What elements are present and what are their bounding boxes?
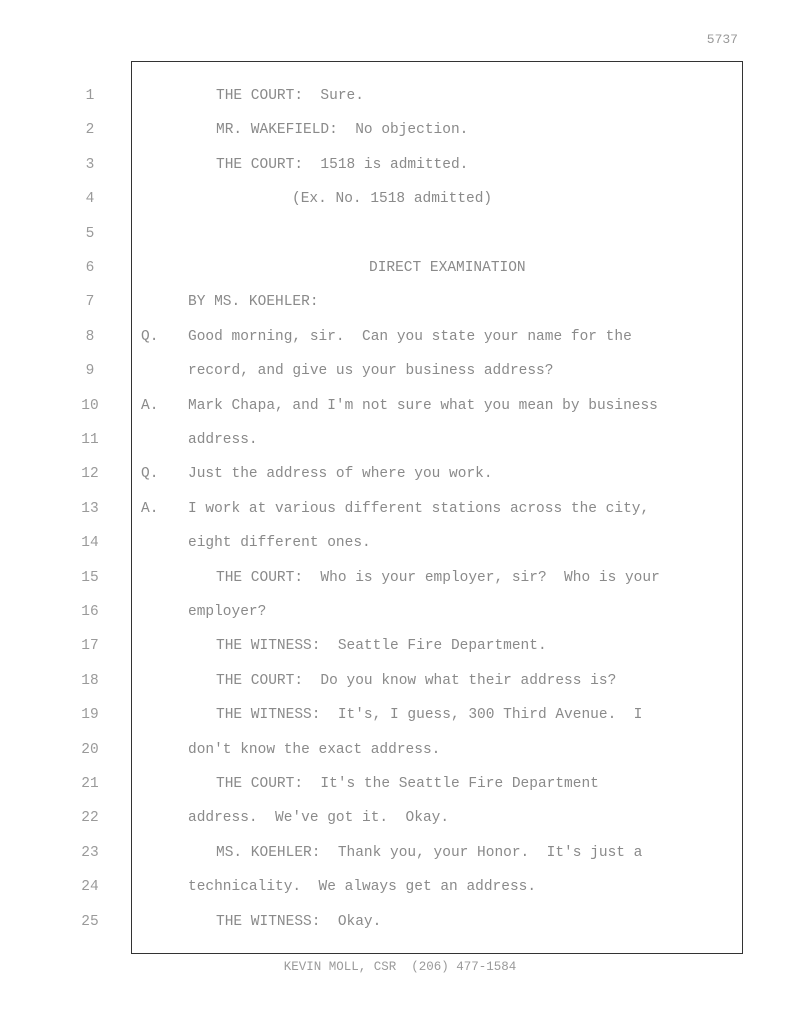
- transcript-line: record, and give us your business address?: [188, 363, 554, 380]
- transcript-line: THE WITNESS: Okay.: [216, 913, 382, 930]
- line-number: 2: [85, 122, 95, 139]
- transcript-line: address. We've got it. Okay.: [188, 810, 450, 827]
- transcript-line: THE WITNESS: It's, I guess, 300 Third Avenue. I: [216, 707, 643, 724]
- line-number: 19: [81, 707, 99, 724]
- transcript-line: THE COURT: Sure.: [216, 88, 364, 104]
- line-number: 5: [85, 225, 95, 242]
- line-number: 24: [81, 879, 99, 896]
- line-number: 4: [85, 191, 95, 208]
- line-number: 1: [85, 88, 95, 104]
- line-number: 16: [81, 604, 99, 620]
- transcript-line: Good morning, sir. Can you state your name for the: [188, 328, 632, 345]
- transcript-line: THE COURT: It's the Seattle Fire Department: [216, 776, 599, 792]
- qa-marker: A.: [141, 500, 159, 517]
- transcript-line: MS. KOEHLER: Thank you, your Honor. It's just a: [216, 844, 643, 861]
- transcript-line: BY MS. KOEHLER:: [188, 294, 319, 311]
- line-number: 6: [85, 260, 95, 276]
- line-number: 14: [81, 535, 99, 552]
- transcript-line: THE COURT: Who is your employer, sir? Who is your: [216, 569, 660, 586]
- line-number: 17: [81, 638, 99, 655]
- page-number: 5737: [706, 32, 738, 47]
- line-number: 9: [85, 363, 95, 380]
- line-number: 13: [81, 500, 99, 517]
- line-number: 10: [81, 397, 99, 414]
- transcript-line: THE WITNESS: Seattle Fire Department.: [216, 638, 547, 655]
- qa-marker: A.: [141, 397, 159, 414]
- line-number: 7: [85, 294, 95, 311]
- transcript-line: I work at various different stations across the city,: [188, 500, 650, 517]
- transcript-line: don't know the exact address.: [188, 741, 441, 758]
- qa-marker: Q.: [141, 328, 159, 345]
- qa-marker: Q.: [141, 466, 159, 483]
- line-number: 22: [81, 810, 99, 827]
- line-number: 25: [81, 913, 99, 930]
- transcript-line: MR. WAKEFIELD: No objection.: [216, 122, 469, 139]
- line-number: 18: [81, 672, 99, 689]
- transcript-line: technicality. We always get an address.: [188, 879, 537, 896]
- transcript-line: eight different ones.: [188, 535, 371, 552]
- transcript-line: employer?: [188, 604, 267, 620]
- line-number: 15: [81, 569, 99, 586]
- transcript-line: DIRECT EXAMINATION: [369, 260, 526, 276]
- line-number: 21: [81, 776, 99, 792]
- transcript-line: address.: [188, 432, 258, 448]
- line-number: 20: [81, 741, 99, 758]
- line-number: 12: [81, 466, 99, 483]
- transcript-line: Mark Chapa, and I'm not sure what you mean by business: [188, 397, 658, 414]
- transcript-line: THE COURT: Do you know what their address is?: [216, 672, 617, 689]
- transcript-line: (Ex. No. 1518 admitted): [292, 191, 493, 208]
- line-number: 8: [85, 328, 95, 345]
- line-number: 11: [81, 432, 99, 448]
- reporter-footer: KEVIN MOLL, CSR (206) 477-1584: [283, 960, 517, 974]
- line-number: 3: [85, 156, 95, 173]
- transcript-line: Just the address of where you work.: [188, 466, 493, 483]
- line-number: 23: [81, 844, 99, 861]
- transcript-line: THE COURT: 1518 is admitted.: [216, 156, 469, 173]
